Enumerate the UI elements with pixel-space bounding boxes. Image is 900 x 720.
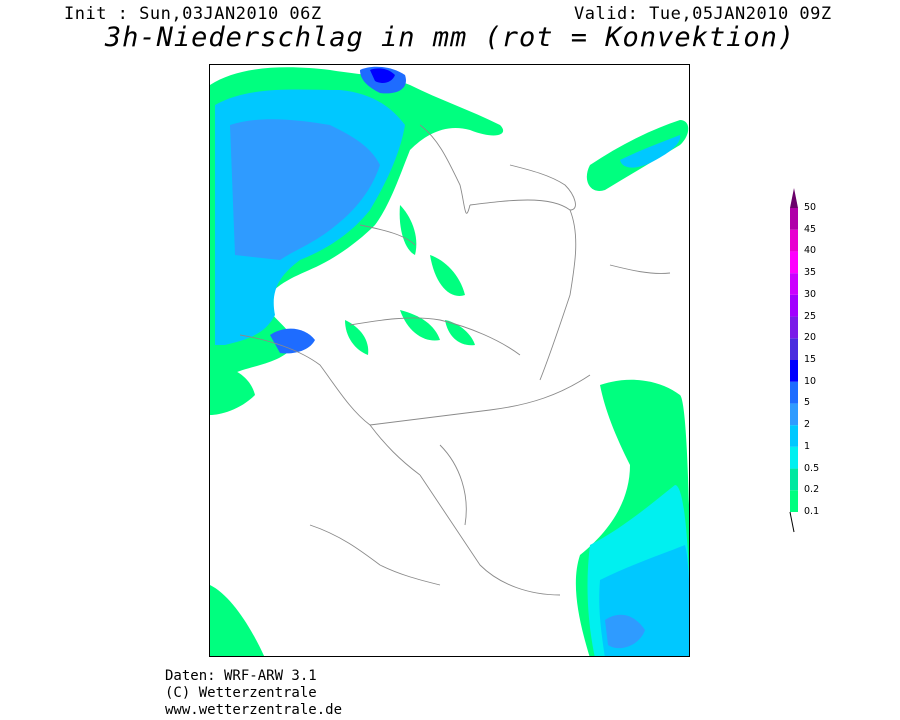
legend-swatch <box>790 490 798 512</box>
legend-label: 50 <box>804 202 817 213</box>
footer-credits <box>165 668 342 719</box>
legend-label: 30 <box>804 288 817 300</box>
map-canvas <box>210 65 690 657</box>
legend-swatch <box>790 382 798 404</box>
precip-southeast <box>576 380 690 657</box>
legend-label: 45 <box>804 223 817 235</box>
footer-data-source: Daten: WRF-ARW 3.1 <box>165 668 317 684</box>
legend-label: 25 <box>804 310 817 322</box>
legend-label: 15 <box>804 354 817 365</box>
legend-label: 2 <box>804 419 811 431</box>
legend-swatch <box>790 317 798 339</box>
legend-label: 0.5 <box>804 462 820 474</box>
legend-label: 1 <box>804 440 811 452</box>
legend-label: 0.2 <box>804 484 820 496</box>
legend-label: 5 <box>804 397 811 409</box>
legend-swatch <box>790 447 798 469</box>
valid-time-label: Valid: Tue,05JAN2010 09Z <box>574 4 832 24</box>
legend-label: 10 <box>804 375 817 387</box>
legend-label: 20 <box>804 332 817 344</box>
precip-west-edge <box>210 365 265 657</box>
legend-swatch <box>790 425 798 447</box>
legend-swatch <box>790 251 798 273</box>
legend-swatch <box>790 273 798 295</box>
legend-arrow-bottom <box>790 512 794 532</box>
legend-swatch <box>790 338 798 360</box>
legend-label: 40 <box>804 245 817 257</box>
precip-baltic <box>587 120 688 191</box>
legend-arrow-top <box>790 188 798 208</box>
init-time-label: Init : Sun,03JAN2010 06Z <box>64 4 322 24</box>
precip-legend <box>788 186 848 536</box>
footer-copyright: (C) Wetterzentrale <box>165 685 317 701</box>
footer-website: www.wetterzentrale.de <box>165 702 343 718</box>
legend-label: 0.1 <box>804 506 820 517</box>
legend-swatch <box>790 403 798 425</box>
legend-swatch <box>790 295 798 317</box>
legend-label: 35 <box>804 267 817 279</box>
map-title: 3h-Niederschlag in mm (rot = Konvektion) <box>104 22 796 53</box>
legend-swatch <box>790 208 798 230</box>
legend-swatch <box>790 230 798 252</box>
legend-swatch <box>790 469 798 491</box>
precipitation-map <box>209 64 690 657</box>
legend-swatch <box>790 360 798 382</box>
